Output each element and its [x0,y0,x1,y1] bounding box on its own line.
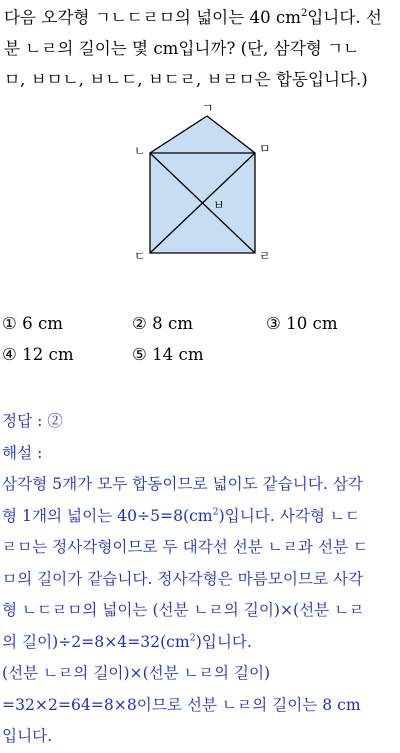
explanation-line-7: (선분 ㄴㄹ의 길이)×(선분 ㄴㄹ의 길이) [2,664,271,682]
choice-3[interactable]: ③ 10 cm [266,314,338,333]
explanation-line-2: 형 1개의 넓이는 $40\div 5=8(cm^2)$입니다. 사각형 ㄴㄷ [2,505,361,525]
explanation-line-4: ㅁ의 길이가 같습니다. 정사각형은 마름모이므로 사각 [2,569,364,588]
explanation-line-5: 형 ㄴㄷㄹㅁ의 넓이는 (선분 ㄴㄹ의 길이)×(선분 ㄴㄹ [2,601,365,619]
problem-line-3: ㅁ, ㅂㅁㄴ, ㅂㄴㄷ, ㅂㄷㄹ, ㅂㄹㅁ은 합동입니다.) [4,70,368,89]
vertex-label-d: ㄷ [134,249,146,263]
pentagon-figure [130,100,280,270]
answer-section [2,406,398,753]
explanation-line-1: 삼각형 5개가 모두 합동이므로 넓이도 같습니다. 삼각 [2,475,363,493]
explanation-line-9: 입니다. [2,727,53,745]
answer-label: 정답 : ② [2,412,63,430]
choice-1[interactable]: ① 6 cm [2,314,64,333]
problem-line-1: 다음 오각형 ㄱㄴㄷㄹㅁ의 넓이는 40 $cm^2$입니다. 선 [4,8,382,27]
choice-5[interactable]: ⑤ 14 cm [132,345,204,364]
vertex-label-g: ㄱ [202,101,214,115]
vertex-label-m: ㅁ [259,142,271,156]
explanation-line-8: =32×2=64=8×8이므로 선분 ㄴㄹ의 길이는 8 cm [2,695,361,714]
vertex-label-n: ㄴ [134,144,146,158]
choice-2[interactable]: ② 8 cm [132,314,194,333]
vertex-label-b: ㅂ [213,198,225,212]
problem-statement [4,2,398,95]
pentagon-shape [150,116,255,253]
problem-line-2: 분 ㄴㄹ의 길이는 몇 cm입니까? (단, 삼각형 ㄱㄴ [4,39,360,58]
explanation-line-3: ㄹㅁ는 정사각형이므로 두 대각선 선분 ㄴㄹ과 선분 ㄷ [2,538,369,556]
vertex-label-r: ㄹ [259,249,271,263]
explanation-label: 해설 : [2,443,43,462]
explanation-line-6: 의 길이)$\div 2=8\times 4=32(cm^2)$입니다. [2,631,252,651]
choice-4[interactable]: ④ 12 cm [2,345,74,364]
